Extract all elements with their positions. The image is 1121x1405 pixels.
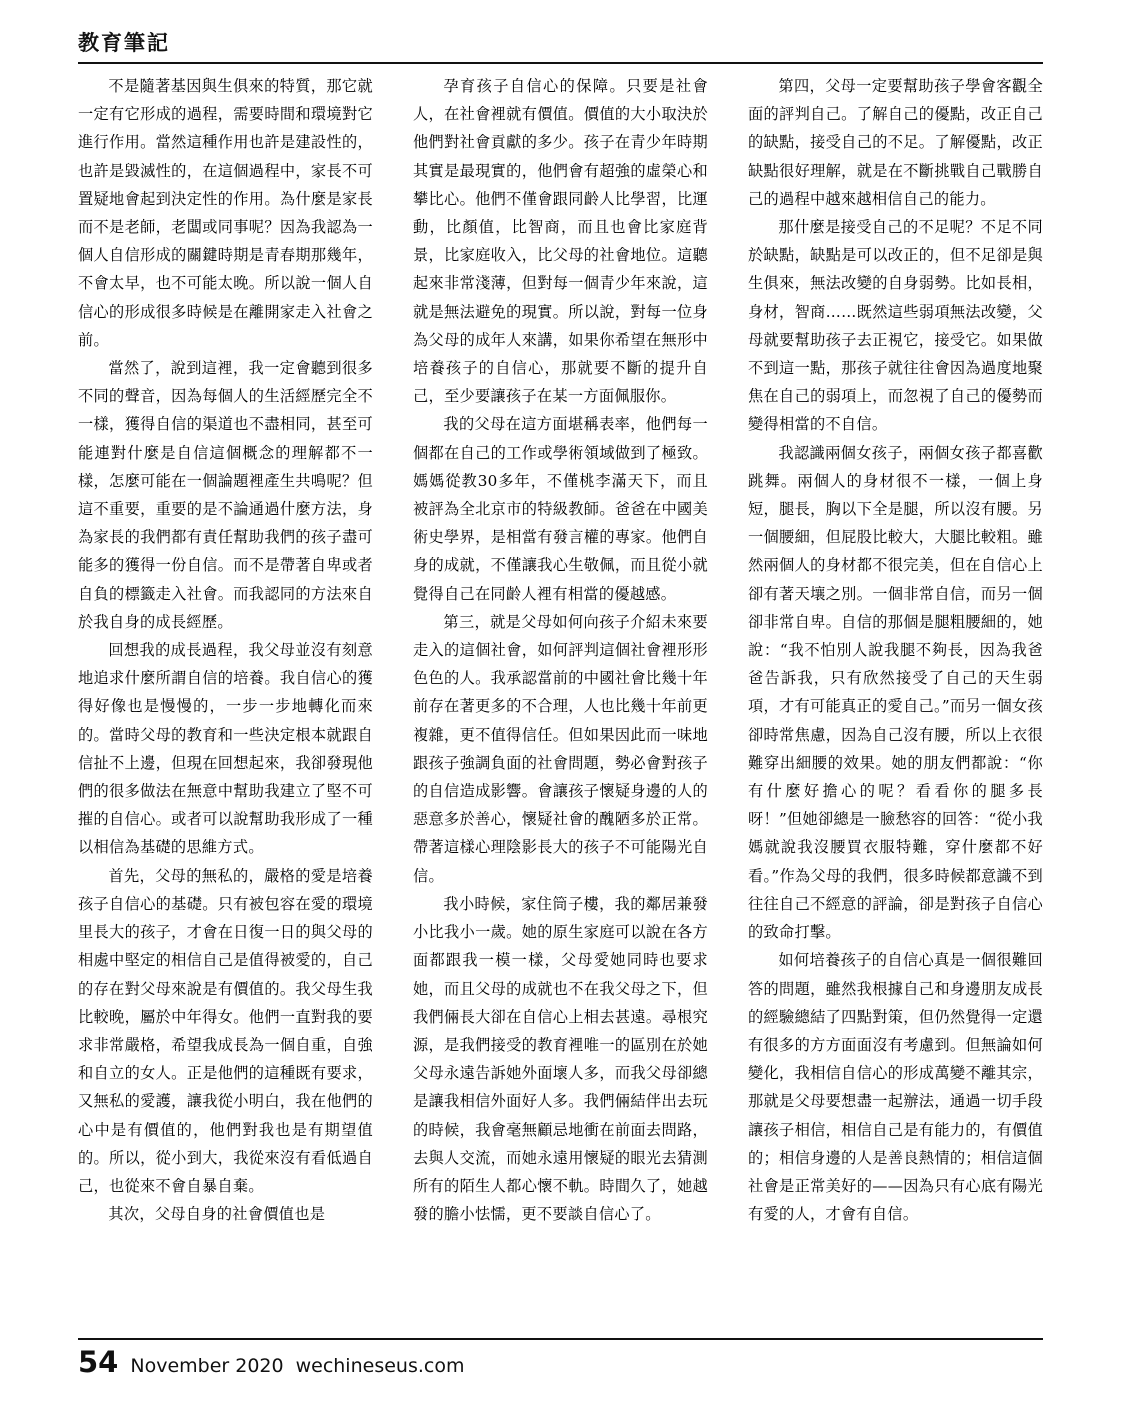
paragraph: 我的父母在這方面堪稱表率，他們每一個都在自己的工作或學術領域做到了極致。媽媽從教30多年，不僅桃李滿天下，而且被評為全北京市的特級教師。爸爸在中國美術史學界，是相當有發言權的專家。他們自身的成就，不僅讓我心生敬佩，而且從小就覺得自己在同齡人裡有相當的優越感。 (413, 415, 708, 603)
website-url: wechineseus.com (295, 1355, 465, 1377)
paragraph: 首先，父母的無私的，嚴格的愛是培養孩子自信心的基礎。只有被包容在愛的環境里長大的孩子，才會在日復一日的與父母的相處中堅定的相信自己是值得被愛的，自己的存在對父母來說是有價值的。我父母生我比較晚，屬於中年得女。他們一直對我的要求非常嚴格，希望我成長為一個自重，自強和自立的女人。正是他們的這種既有要求，又無私的愛護，讓我從小明白，我在他們的心中是有價值的，他們對我也是有期望值的。所以，從小到大，我從來沒有看低過自己，也從來不會自暴自棄。 (78, 866, 373, 1195)
column-1 (78, 72, 373, 1330)
paragraph: 如何培養孩子的自信心真是一個很難回答的問題，雖然我根據自己和身邊朋友成長的經驗總結了四點對策，但仍然覺得一定還有很多的方方面面沒有考慮到。但無論如何變化，我相信自信心的形成萬變不離其宗，那就是父母要想盡一起辦法，通過一切手段讓孩子相信，相信自己是有能力的，有價值的；相信身邊的人是善良熱情的；相信這個社會是正常美好的——因為只有心底有陽光有愛的人，才會有自信。 (748, 951, 1043, 1224)
issue-date: November 2020 (130, 1355, 284, 1377)
page-number: 54 (78, 1345, 119, 1379)
paragraph: 孕育孩子自信心的保障。只要是社會人，在社會裡就有價值。價值的大小取決於他們對社會貢獻的多少。孩子在青少年時期其實是最現實的，他們會有超強的虛榮心和攀比心。他們不僅會跟同齡人比學習，比運動，比顏值，比智商，而且也會比家庭背景，比家庭收入，比父母的社會地位。這聽起來非常淺薄，但對每一個青少年來說，這就是無法避免的現實。所以說，對每一位身為父母的成年人來講，如果你希望在無形中培養孩子的自信心，那就要不斷的提升自己，至少要讓孩子在某一方面佩服你。 (413, 77, 708, 406)
paragraph: 當然了，說到這裡，我一定會聽到很多不同的聲音，因為每個人的生活經歷完全不一樣，獲得自信的渠道也不盡相同，甚至可能連對什麼是自信這個概念的理解都不一樣，怎麼可能在一個論題裡產生共鳴呢？但這不重要，重要的是不論通過什麼方法，身為家長的我們都有責任幫助我們的孩子盡可能多的獲得一份自信。而不是帶著自卑或者自負的標籤走入社會。而我認同的方法來自於我自身的成長經歷。 (78, 359, 373, 631)
paragraph: 我認識兩個女孩子，兩個女孩子都喜歡跳舞。兩個人的身材很不一樣，一個上身短，腿長，胸以下全是腿，所以沒有腰。另一個腰細，但屁股比較大，大腿比較粗。雖然兩個人的身材都不很完美，但在自信心上卻有著天壤之別。一個非常自信，而另一個卻非常自卑。自信的那個是腿粗腰細的，她說：“我不怕別人說我腿不夠長，因為我爸爸告訴我，只有欣然接受了自己的天生弱項，才有可能真正的愛自己。”而另一個女孩卻時常焦慮，因為自己沒有腰，所以上衣很難穿出細腰的效果。她的朋友們都說：“你有什麼好擔心的呢？看看你的腿多長呀！”但她卻總是一臉愁容的回答：“從小我媽就說我沒腰買衣服特難，穿什麼都不好看。”作為父母的我們，很多時候都意識不到往往自己不經意的評論，卻是對孩子自信心的致命打擊。 (748, 443, 1043, 942)
footer-divider (78, 1338, 1043, 1340)
page-header (78, 30, 1043, 55)
article-body (78, 72, 1043, 1330)
header-divider (78, 62, 1043, 64)
paragraph: 第三，就是父母如何向孩子介紹未來要走入的這個社會，如何評判這個社會裡形形色色的人。我承認當前的中國社會比幾十年前存在著更多的不合理，人也比幾十年前更複雜，更不值得信任。但如果因此而一味地跟孩子強調負面的社會問題，勢必會對孩子的自信造成影響。會讓孩子懷疑身邊的人的惡意多於善心，懷疑社會的醜陋多於正常。帶著這樣心理陰影長大的孩子不可能陽光自信。 (413, 612, 708, 885)
paragraph: 不是隨著基因與生俱來的特質，那它就一定有它形成的過程，需要時間和環境對它進行作用。當然這種作用也許是建設性的，也許是毀滅性的，在這個過程中，家長不可置疑地會起到決定性的作用。為什麼是家長而不是老師，老闆或同事呢？因為我認為一個人自信形成的關鍵時期是青春期那幾年，不會太早，也不可能太晚。所以說一個人自信心的形成很多時候是在離開家走入社會之前。 (78, 77, 373, 349)
column-2 (413, 72, 708, 1330)
paragraph: 其次，父母自身的社會價值也是 (108, 1205, 326, 1224)
paragraph: 我小時候，家住筒子樓，我的鄰居兼發小比我小一歲。她的原生家庭可以說在各方面都跟我一模一樣，父母愛她同時也要求她，而且父母的成就也不在我父母之下，但我們倆長大卻在自信心上相去甚遠。尋根究源，是我們接受的教育裡唯一的區別在於她父母永遠告訴她外面壞人多，而我父母卻總是讓我相信外面好人多。我們倆結伴出去玩的時候，我會毫無顧忌地衝在前面去問路，去與人交流，而她永遠用懷疑的眼光去猜測所有的陌生人都心懷不軌。時間久了，她越發的膽小怯懦，更不要談自信心了。 (413, 894, 708, 1224)
paragraph: 那什麼是接受自己的不足呢？不足不同於缺點，缺點是可以改正的，但不足卻是與生俱來，無法改變的自身弱勢。比如長相，身材，智商……既然這些弱項無法改變，父母就要幫助孩子去正視它，接受它。如果做不到這一點，那孩子就往往會因為過度地聚焦在自己的弱項上，而忽視了自己的優勢而變得相當的不自信。 (748, 218, 1043, 434)
paragraph: 回想我的成長過程，我父母並沒有刻意地追求什麼所謂自信的培養。我自信心的獲得好像也是慢慢的，一步一步地轉化而來的。當時父母的教育和一些決定根本就跟自信扯不上邊，但現在回想起來，我卻發現他們的很多做法在無意中幫助我建立了堅不可摧的自信心。或者可以說幫助我形成了一種以相信為基礎的思維方式。 (78, 641, 373, 857)
page-footer (78, 1345, 1043, 1379)
column-3 (748, 72, 1043, 1330)
section-title: 教育筆記 (78, 30, 170, 55)
paragraph: 第四，父母一定要幫助孩子學會客觀全面的評判自己。了解自己的優點，改正自己的缺點，接受自己的不足。了解優點，改正缺點很好理解，就是在不斷挑戰自己戰勝自己的過程中越來越相信自己的能力。 (748, 77, 1043, 208)
